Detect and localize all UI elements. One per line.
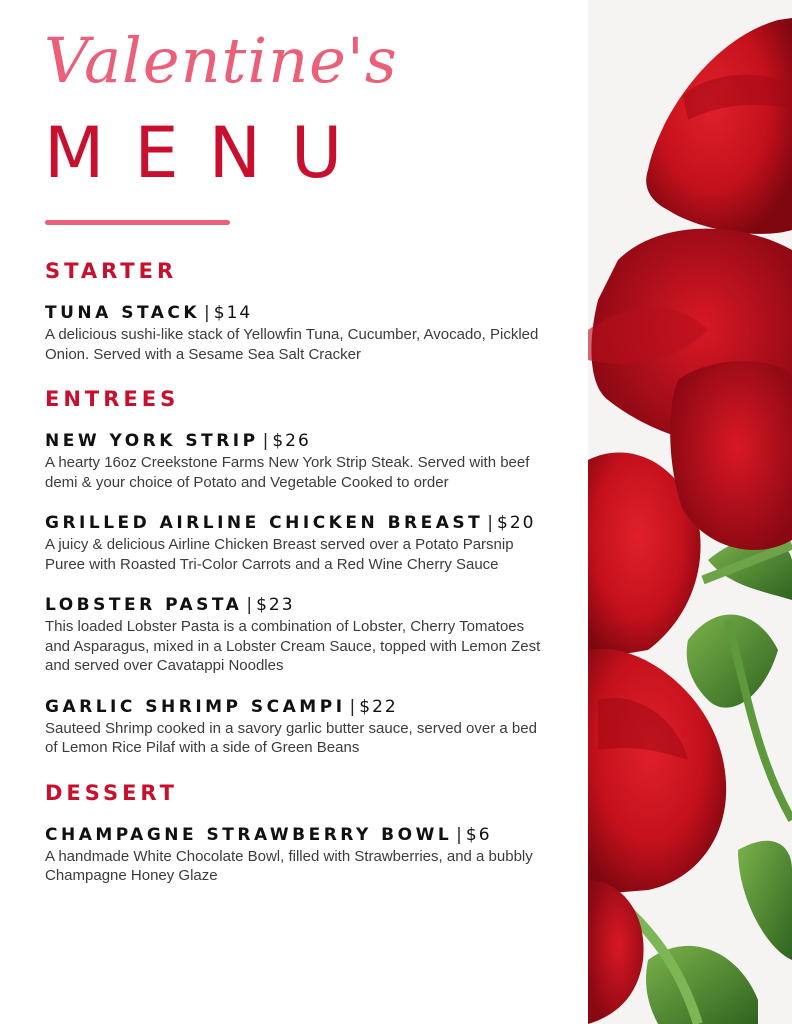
menu-item bbox=[45, 824, 580, 886]
title-divider bbox=[45, 220, 230, 225]
menu-item-description: A handmade White Chocolate Bowl, filled with Strawberries, and a bubbly Champagne Honey Glaze bbox=[45, 847, 533, 884]
menu-item-description: Sauteed Shrimp cooked in a savory garlic butter sauce, served over a bed of Lemon Rice Pilaf with a side of Green Beans bbox=[45, 719, 537, 756]
leaf-shape bbox=[738, 841, 792, 960]
price-separator: | bbox=[262, 431, 269, 451]
menu-title: MENU bbox=[44, 112, 373, 194]
section-dessert bbox=[45, 780, 580, 886]
price-separator: | bbox=[204, 303, 210, 323]
menu-item bbox=[45, 594, 580, 676]
menu-item-header bbox=[45, 594, 580, 616]
menu-item-price: $26 bbox=[272, 431, 311, 451]
price-separator: | bbox=[487, 513, 493, 533]
section-entrees bbox=[45, 386, 580, 758]
menu-item-name: CHAMPAGNE STRAWBERRY BOWL bbox=[45, 824, 453, 845]
menu-item-description: A delicious sushi-like stack of Yellowfin Tuna, Cucumber, Avocado, Pickled Onion. Served with a Sesame Sea Salt Cracker bbox=[45, 326, 539, 363]
price-separator: | bbox=[349, 696, 356, 717]
rose-shape bbox=[646, 18, 792, 234]
roses-image bbox=[588, 0, 792, 1024]
script-title: Valentine's bbox=[44, 24, 398, 97]
price-separator: | bbox=[456, 824, 462, 845]
menu-item bbox=[45, 302, 580, 364]
menu-item-name: LOBSTER PASTA bbox=[45, 595, 243, 615]
menu-item-name: GARLIC SHRIMP SCAMPI bbox=[45, 696, 346, 717]
menu-item-name: NEW YORK STRIP bbox=[45, 431, 259, 451]
menu-item-header bbox=[45, 696, 580, 718]
price-separator: | bbox=[246, 595, 253, 615]
menu-item-header bbox=[45, 302, 580, 324]
menu-item bbox=[45, 696, 580, 758]
roses-illustration bbox=[588, 0, 792, 1024]
menu-item-description: A juicy & delicious Airline Chicken Breast served over a Potato Parsnip Puree with Roasted Tri-Color Carrots and a Red Wine Cherry Sauce bbox=[45, 536, 514, 573]
section-heading: DESSERT bbox=[45, 780, 178, 805]
menu-item bbox=[45, 430, 580, 492]
menu-item-description: A hearty 16oz Creekstone Farms New York Strip Steak. Served with beef demi & your choice of Potato and Vegetable Cooked to order bbox=[45, 454, 530, 491]
menu-item-name: TUNA STACK bbox=[45, 303, 201, 323]
menu-item-description: This loaded Lobster Pasta is a combination of Lobster, Cherry Tomatoes and Asparagus, mixed in a Lobster Cream Sauce, topped with Lemon Zest and served over Cavatappi Noodles bbox=[45, 618, 541, 674]
menu-item-price: $6 bbox=[465, 824, 492, 845]
menu-item-name: GRILLED AIRLINE CHICKEN BREAST bbox=[45, 513, 484, 533]
menu-item bbox=[45, 512, 580, 574]
rose-shape bbox=[588, 880, 644, 1024]
menu-item-header bbox=[45, 824, 580, 846]
menu-item-price: $22 bbox=[359, 696, 398, 717]
menu-item-header bbox=[45, 430, 580, 452]
menu-item-price: $14 bbox=[213, 303, 253, 323]
section-heading: STARTER bbox=[45, 259, 178, 283]
menu-item-price: $23 bbox=[256, 595, 295, 615]
menu-item-price: $20 bbox=[497, 513, 536, 533]
menu-item-header bbox=[45, 512, 580, 534]
menu-content bbox=[45, 258, 580, 908]
section-heading: ENTREES bbox=[45, 387, 180, 411]
section-starter bbox=[45, 258, 580, 364]
